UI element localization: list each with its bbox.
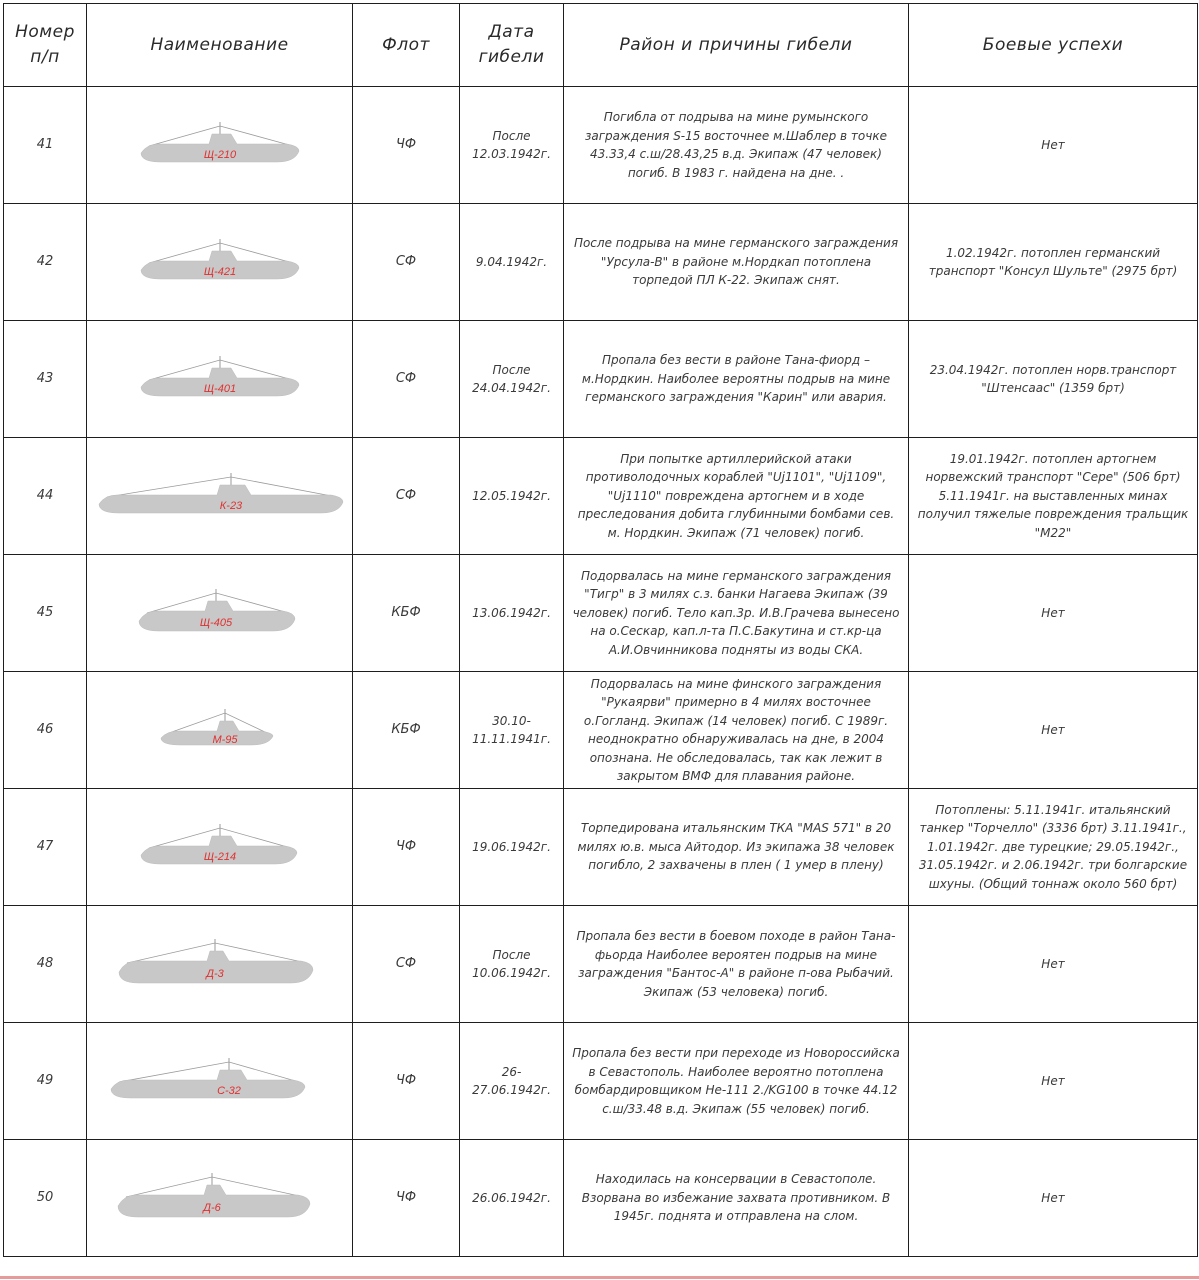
header-success: Боевые успехи xyxy=(909,4,1198,87)
submarine-silhouette-icon xyxy=(91,339,349,419)
cell-num: 45 xyxy=(4,555,87,672)
cell-name xyxy=(87,789,353,906)
cell-reason: Торпедирована итальянским ТКА "MAS 571" в 20 милях ю.в. мыса Айтодор. Из экипажа 38 человек погибло, 2 захвачены в плен ( 1 умер в плену) xyxy=(564,789,909,906)
table-row xyxy=(4,672,1198,789)
cell-num: 43 xyxy=(4,321,87,438)
cell-fleet: СФ xyxy=(353,906,460,1023)
table-row xyxy=(4,906,1198,1023)
cell-num: 49 xyxy=(4,1023,87,1140)
cell-num: 41 xyxy=(4,87,87,204)
cell-success: 1.02.1942г. потоплен германский транспорт "Консул Шульте" (2975 брт) xyxy=(909,204,1198,321)
cell-success: Нет xyxy=(909,906,1198,1023)
hull-label: С-32 xyxy=(217,1085,241,1097)
cell-success: Нет xyxy=(909,1023,1198,1140)
submarine-silhouette-icon xyxy=(91,105,349,185)
cell-date: 19.06.1942г. xyxy=(460,789,564,906)
hull-label: Щ-214 xyxy=(203,851,237,863)
submarine-silhouette-icon xyxy=(91,573,349,653)
cell-date: После 10.06.1942г. xyxy=(460,906,564,1023)
hull-label: Щ-210 xyxy=(203,149,237,161)
submarine-silhouette-icon xyxy=(91,456,349,536)
table-row xyxy=(4,1023,1198,1140)
hull-label: М-95 xyxy=(212,734,238,746)
cell-success: Потоплены: 5.11.1941г. итальянский танкер "Торчелло" (3336 брт) 3.11.1941г., 1.01.1942г. две турецкие; 29.05.1942г., 31.05.1942г. и 2.06.1942г. три болгарские шхуны. (Общий тоннаж около 560 брт) xyxy=(909,789,1198,906)
cell-num: 50 xyxy=(4,1140,87,1257)
cell-date: 26-27.06.1942г. xyxy=(460,1023,564,1140)
cell-fleet: КБФ xyxy=(353,672,460,789)
cell-fleet: ЧФ xyxy=(353,1140,460,1257)
cell-success: Нет xyxy=(909,555,1198,672)
cell-name xyxy=(87,1140,353,1257)
header-name: Наименование xyxy=(87,4,353,87)
cell-fleet: СФ xyxy=(353,204,460,321)
cell-name xyxy=(87,672,353,789)
hull-label: Д-3 xyxy=(206,968,224,980)
cell-num: 47 xyxy=(4,789,87,906)
cell-success: Нет xyxy=(909,672,1198,789)
cell-success: 19.01.1942г. потоплен артогнем норвежский транспорт "Сере" (506 брт) 5.11.1941г. на выставленных минах получил тяжелые повреждения тральщик "М22" xyxy=(909,438,1198,555)
cell-reason: После подрыва на мине германского заграждения "Урсула-В" в районе м.Нордкап потоплена торпедой ПЛ К-22. Экипаж снят. xyxy=(564,204,909,321)
header-fleet: Флот xyxy=(353,4,460,87)
cell-fleet: ЧФ xyxy=(353,1023,460,1140)
cell-date: 26.06.1942г. xyxy=(460,1140,564,1257)
submarine-losses-table xyxy=(3,3,1198,1257)
cell-date: После 12.03.1942г. xyxy=(460,87,564,204)
cell-reason: Подорвалась на мине финского заграждения "Рукаярви" примерно в 4 милях восточнее о.Гогланд. Экипаж (14 человек) погиб. С 1989г. неоднократно обнаруживалась на дне, в 2004 опознана. Не обследовалась, так как лежит в закрытом ВМФ для плавания районе. xyxy=(564,672,909,789)
cell-reason: Пропала без вести при переходе из Новороссийска в Севастополь. Наиболее вероятно потоплена бомбардировщиком Не-111 2./KG100 в точке 44.12 с.ш/33.48 в.д. Экипаж (55 человек) погиб. xyxy=(564,1023,909,1140)
cell-date: 13.06.1942г. xyxy=(460,555,564,672)
table-row xyxy=(4,321,1198,438)
header-date: Дата гибели xyxy=(460,4,564,87)
hull-label: Щ-401 xyxy=(203,383,237,395)
cell-date: После 24.04.1942г. xyxy=(460,321,564,438)
header-num: Номер п/п xyxy=(4,4,87,87)
cell-date: 9.04.1942г. xyxy=(460,204,564,321)
table-row xyxy=(4,204,1198,321)
cell-reason: Находилась на консервации в Севастополе. Взорвана во избежание захвата противником. В 1945г. поднята и отправлена на слом. xyxy=(564,1140,909,1257)
header-reason: Район и причины гибели xyxy=(564,4,909,87)
submarine-silhouette-icon xyxy=(91,222,349,302)
cell-reason: Пропала без вести в районе Тана-фиорд – м.Нордкин. Наиболее вероятны подрыв на мине германского заграждения "Карин" или авария. xyxy=(564,321,909,438)
cell-reason: Пропала без вести в боевом походе в район Тана-фьорда Наиболее вероятен подрыв на мине заграждения "Бантос-А" в районе п-ова Рыбачий. Экипаж (53 человека) погиб. xyxy=(564,906,909,1023)
cell-name xyxy=(87,555,353,672)
cell-fleet: СФ xyxy=(353,321,460,438)
cell-date: 12.05.1942г. xyxy=(460,438,564,555)
cell-num: 48 xyxy=(4,906,87,1023)
cell-success: 23.04.1942г. потоплен норв.транспорт "Штенсаас" (1359 брт) xyxy=(909,321,1198,438)
cell-fleet: КБФ xyxy=(353,555,460,672)
cell-name xyxy=(87,87,353,204)
cell-date: 30.10-11.11.1941г. xyxy=(460,672,564,789)
cell-fleet: СФ xyxy=(353,438,460,555)
table-row xyxy=(4,438,1198,555)
submarine-silhouette-icon xyxy=(91,690,349,770)
hull-label: Щ-421 xyxy=(203,266,237,278)
cell-success: Нет xyxy=(909,87,1198,204)
hull-label: Щ-405 xyxy=(199,617,233,629)
table-row xyxy=(4,87,1198,204)
cell-name xyxy=(87,1023,353,1140)
bottom-red-line xyxy=(0,1276,1199,1279)
submarine-silhouette-icon xyxy=(91,1041,349,1121)
table-row xyxy=(4,789,1198,906)
cell-success: Нет xyxy=(909,1140,1198,1257)
submarine-silhouette-icon xyxy=(91,1158,349,1238)
cell-name xyxy=(87,204,353,321)
cell-reason: Погибла от подрыва на мине румынского заграждения S-15 восточнее м.Шаблер в точке 43.33,4 с.ш/28.43,25 в.д. Экипаж (47 человек) погиб. В 1983 г. найдена на дне. . xyxy=(564,87,909,204)
table-row xyxy=(4,555,1198,672)
cell-num: 46 xyxy=(4,672,87,789)
submarine-silhouette-icon xyxy=(91,924,349,1004)
cell-num: 44 xyxy=(4,438,87,555)
cell-fleet: ЧФ xyxy=(353,789,460,906)
cell-name xyxy=(87,438,353,555)
cell-reason: Подорвалась на мине германского заграждения "Тигр" в 3 милях с.з. банки Нагаева Экипаж (39 человек) погиб. Тело кап.3р. И.В.Грачева вынесено на о.Сескар, кап.л-та П.С.Бакутина и ст.кр-ца А.И.Овчинникова подняты из воды СКА. xyxy=(564,555,909,672)
cell-num: 42 xyxy=(4,204,87,321)
hull-label: Д-6 xyxy=(203,1202,221,1214)
cell-reason: При попытке артиллерийской атаки противолодочных кораблей "Uj1101", "Uj1109", "Uj1110" повреждена артогнем и в ходе преследования добита глубинными бомбами сев. м. Нордкин. Экипаж (71 человек) погиб. xyxy=(564,438,909,555)
submarine-silhouette-icon xyxy=(91,807,349,887)
cell-name xyxy=(87,906,353,1023)
header-row xyxy=(4,4,1198,87)
cell-fleet: ЧФ xyxy=(353,87,460,204)
cell-name xyxy=(87,321,353,438)
hull-label: К-23 xyxy=(219,500,243,512)
table-row xyxy=(4,1140,1198,1257)
